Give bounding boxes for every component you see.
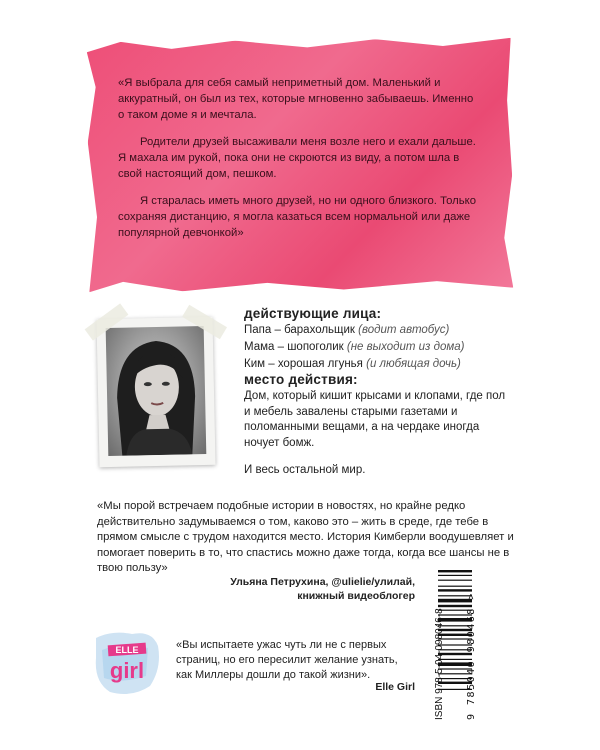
character-line: Папа – барахольщик (водит автобус) [244, 324, 450, 336]
characters-title: действующие лица: [244, 306, 382, 321]
barcode-bar [438, 570, 472, 572]
note-paragraph-3: Я старалась иметь много друзей, но ни одного близкого. Только сохраняя дистанцию, я могла казаться всем нормальной или даже популярной девчонкой» [118, 195, 476, 239]
review-author: Ульяна Петрухина, @ulielie/улилай, книжный видеоблогер [230, 576, 415, 602]
barcode-bar [438, 580, 472, 581]
portrait-image [106, 326, 207, 456]
note-paragraph-1: «Я выбрала для себя самый неприметный дом. Маленький и аккуратный, он был из тех, которые мгновенно забываешь. Именно о таком доме я и мечтала. [118, 77, 474, 121]
setting-title: место действия: [244, 372, 358, 387]
setting-world: И весь остальной мир. [244, 464, 366, 476]
setting-description: Дом, который кишит крысами и клопами, где пол и мебель завалены старыми газетами и поломанными вещами, а на чердаке иногда ночует бомж. [244, 390, 506, 449]
svg-text:ELLE: ELLE [115, 645, 139, 655]
svg-text:girl: girl [109, 658, 145, 683]
isbn-label: ISBN 978-5-04-098046-8 [434, 608, 445, 720]
note-quote [118, 75, 478, 252]
isbn-digits: 9 785040 980468 > [466, 592, 477, 720]
character-line: Ким – хорошая лгунья (и любящая дочь) [244, 358, 461, 370]
barcode-bar [438, 586, 472, 587]
review-quote-1: «Мы порой встречаем подобные истории в новостях, но крайне редко действительно задумываемся о том, каково это – жить в среде, где тебе в прямом смысле с трудом находится место. История Кимберли воодушевляет и помогает поверить в то, что спастись можно даже тогда, когда все шансы не в твою пользу» [97, 500, 514, 574]
note-paragraph-2: Родители друзей высаживали меня возле него и ехали дальше. Я махала им рукой, пока они не скроются из виду, а потом шла в свой настоящий дом, пешком. [118, 136, 476, 180]
character-line: Мама – шопоголик (не выходит из дома) [244, 341, 465, 353]
portrait-photo [96, 317, 215, 467]
review-source: Elle Girl [375, 681, 415, 693]
elle-girl-logo [92, 628, 162, 698]
barcode-bar [438, 575, 472, 576]
review-quote-2: «Вы испытаете ужас чуть ли не с первых страниц, но его пересилит желание узнать, как Миллеры дошли до такой жизни». [176, 639, 398, 681]
